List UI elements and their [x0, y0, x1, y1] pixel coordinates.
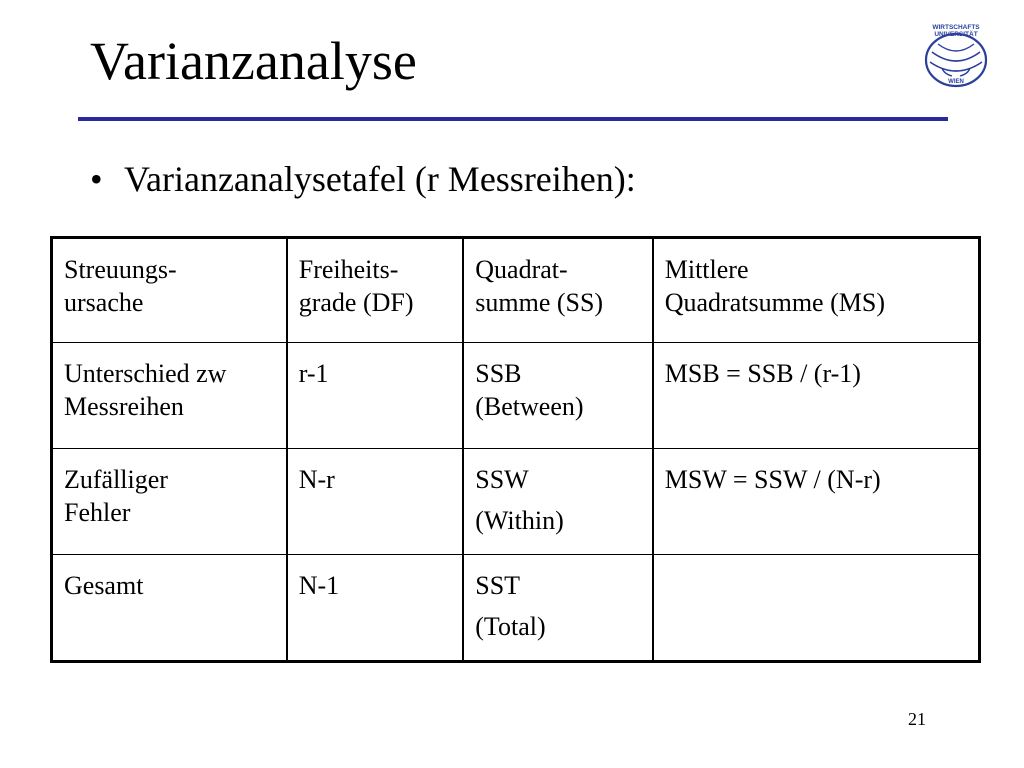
cell-line: Messreihen	[64, 392, 184, 422]
cell-line: SSW	[475, 465, 529, 494]
cell-line: N-r	[298, 465, 335, 494]
table-cell	[463, 555, 652, 662]
cell-line: Mittlere	[664, 255, 749, 284]
table-row	[52, 555, 980, 662]
cell-line: (Total)	[475, 612, 546, 642]
cell-line: Quadrat-	[475, 255, 568, 284]
cell-line: SSB	[475, 359, 522, 388]
cell-line: Freiheits-	[298, 255, 399, 284]
bullet-point	[90, 160, 636, 200]
header-cell-ms	[653, 238, 980, 343]
title-underline	[78, 117, 948, 121]
cell-line: summe (SS)	[475, 288, 604, 318]
page-number: 21	[908, 709, 926, 729]
cell-line: Quadratsumme (MS)	[664, 288, 885, 318]
cell-line: r-1	[298, 359, 329, 388]
university-logo	[918, 22, 994, 90]
cell-line: Streuungs-	[64, 255, 177, 284]
table-cell	[287, 449, 464, 555]
cell-line: MSW = SSW / (N-r)	[664, 465, 881, 494]
header-cell-source	[52, 238, 287, 343]
cell-line: MSB = SSB / (r-1)	[664, 359, 861, 388]
header-cell-ss	[463, 238, 652, 343]
table-row	[52, 343, 980, 449]
table-cell	[52, 449, 287, 555]
table-cell-empty	[653, 555, 980, 662]
table-cell	[653, 343, 980, 449]
cell-line: (Within)	[475, 506, 564, 536]
table-row	[52, 449, 980, 555]
cell-line: Unterschied zw	[64, 359, 227, 388]
cell-line: SST	[475, 571, 521, 600]
bullet-text: Varianzanalysetafel (r Messreihen):	[124, 159, 636, 199]
table-cell	[287, 343, 464, 449]
cell-line: grade (DF)	[298, 288, 414, 318]
table-cell	[653, 449, 980, 555]
bullet-dot-icon: •	[90, 159, 103, 199]
table-cell	[463, 449, 652, 555]
anova-table	[50, 236, 981, 663]
logo-text-line3: WIEN	[948, 79, 964, 85]
table-cell	[52, 555, 287, 662]
cell-line: Zufälliger	[64, 465, 168, 494]
cell-line: ursache	[64, 288, 144, 318]
table-cell	[52, 343, 287, 449]
cell-line: N-1	[298, 571, 340, 600]
table-cell	[287, 555, 464, 662]
cell-line: (Between)	[475, 392, 584, 422]
table-cell	[463, 343, 652, 449]
logo-text-line1: WIRTSCHAFTS	[932, 24, 980, 31]
table-header-row	[52, 238, 980, 343]
cell-line: Fehler	[64, 498, 131, 528]
header-cell-df	[287, 238, 464, 343]
cell-line: Gesamt	[64, 571, 144, 600]
slide-title: Varianzanalyse	[90, 31, 417, 91]
logo-text-line2: UNIVERSITÄT	[934, 31, 978, 38]
